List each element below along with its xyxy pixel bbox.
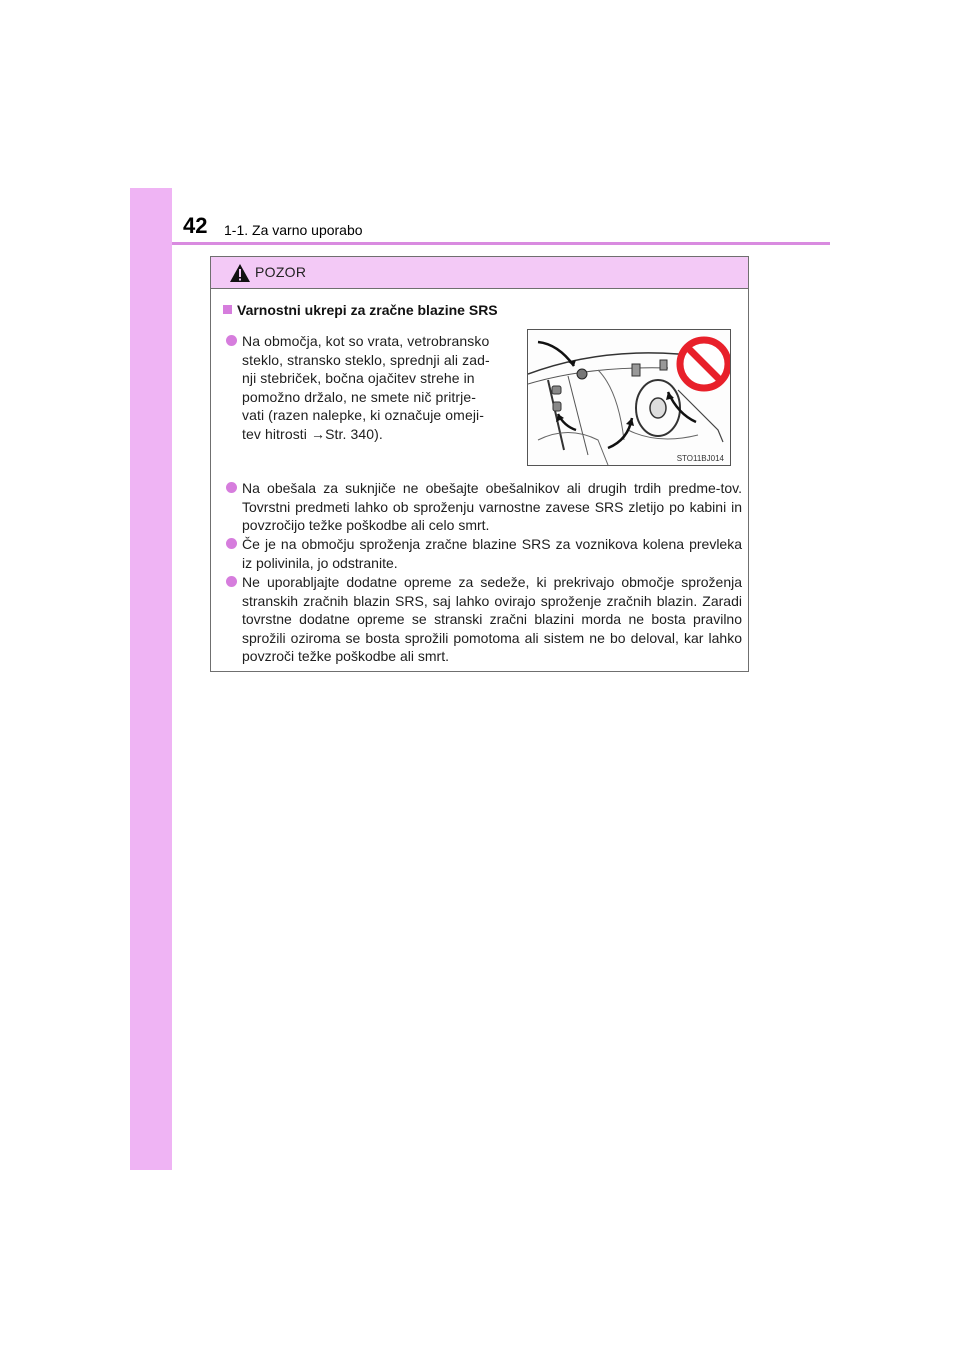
bullet-item bbox=[242, 573, 742, 666]
bullet-item bbox=[242, 479, 742, 535]
section-title: 1-1. Za varno uporabo bbox=[224, 222, 363, 238]
airbag-illustration bbox=[527, 329, 731, 466]
warning-triangle-icon bbox=[229, 263, 251, 283]
bullet-text: Na območja, kot so vrata, vetrobransko steklo, stransko steklo, sprednji ali zad- nji stebriček, bočna ojačitev strehe in pomožno držalo, ne smete nič pritrje- vati (razen nalepke, ki označuje omeji- tev hitrosti →Str. 340). bbox=[242, 333, 490, 442]
page-number: 42 bbox=[183, 213, 208, 238]
bullet-item bbox=[242, 332, 517, 443]
caution-box bbox=[210, 256, 749, 672]
bullet-dot-icon bbox=[226, 335, 237, 346]
section-heading-text: Varnostni ukrepi za zračne blazine SRS bbox=[237, 302, 498, 318]
caution-header bbox=[211, 257, 748, 289]
bullet-text: Ne uporabljajte dodatne opreme za sedeže, ki prekrivajo območje sproženja stranskih zračnih blazin SRS, saj lahko ovirajo sproženje zračnih blazin. Zaradi tovrstne dodatne opreme se stranski zračni blazini morda ne bosta pravilno sprožili oziroma se bosta sprožili pomotoma ali sistem ne bo deloval, kar lahko povzroči težke poškodbe ali smrt. bbox=[242, 574, 742, 664]
section-heading bbox=[223, 302, 498, 318]
caution-label: POZOR bbox=[255, 264, 307, 280]
bullet-text: Na obešala za suknjiče ne obešajte obešalnikov ali drugih trdih predme-tov. Tovrstni predmeti lahko ob sproženju varnostne zavese SRS zletijo po kabini in povzročijo težke poškodbe ali celo smrt. bbox=[242, 480, 742, 533]
square-bullet-icon bbox=[223, 305, 232, 314]
illustration-code: STO11BJ014 bbox=[676, 454, 724, 463]
bullet-item bbox=[242, 535, 742, 572]
bullet-dot-icon bbox=[226, 482, 237, 493]
bullet-dot-icon bbox=[226, 576, 237, 587]
section-side-bar bbox=[130, 188, 172, 1170]
car-interior-drawing bbox=[528, 330, 730, 465]
bullet-text: Če je na območju sproženja zračne blazine SRS za voznikova kolena prevleka iz polivinila, jo odstranite. bbox=[242, 536, 742, 571]
no-symbol-icon bbox=[680, 340, 728, 388]
header-divider bbox=[172, 242, 830, 245]
bullet-dot-icon bbox=[226, 538, 237, 549]
